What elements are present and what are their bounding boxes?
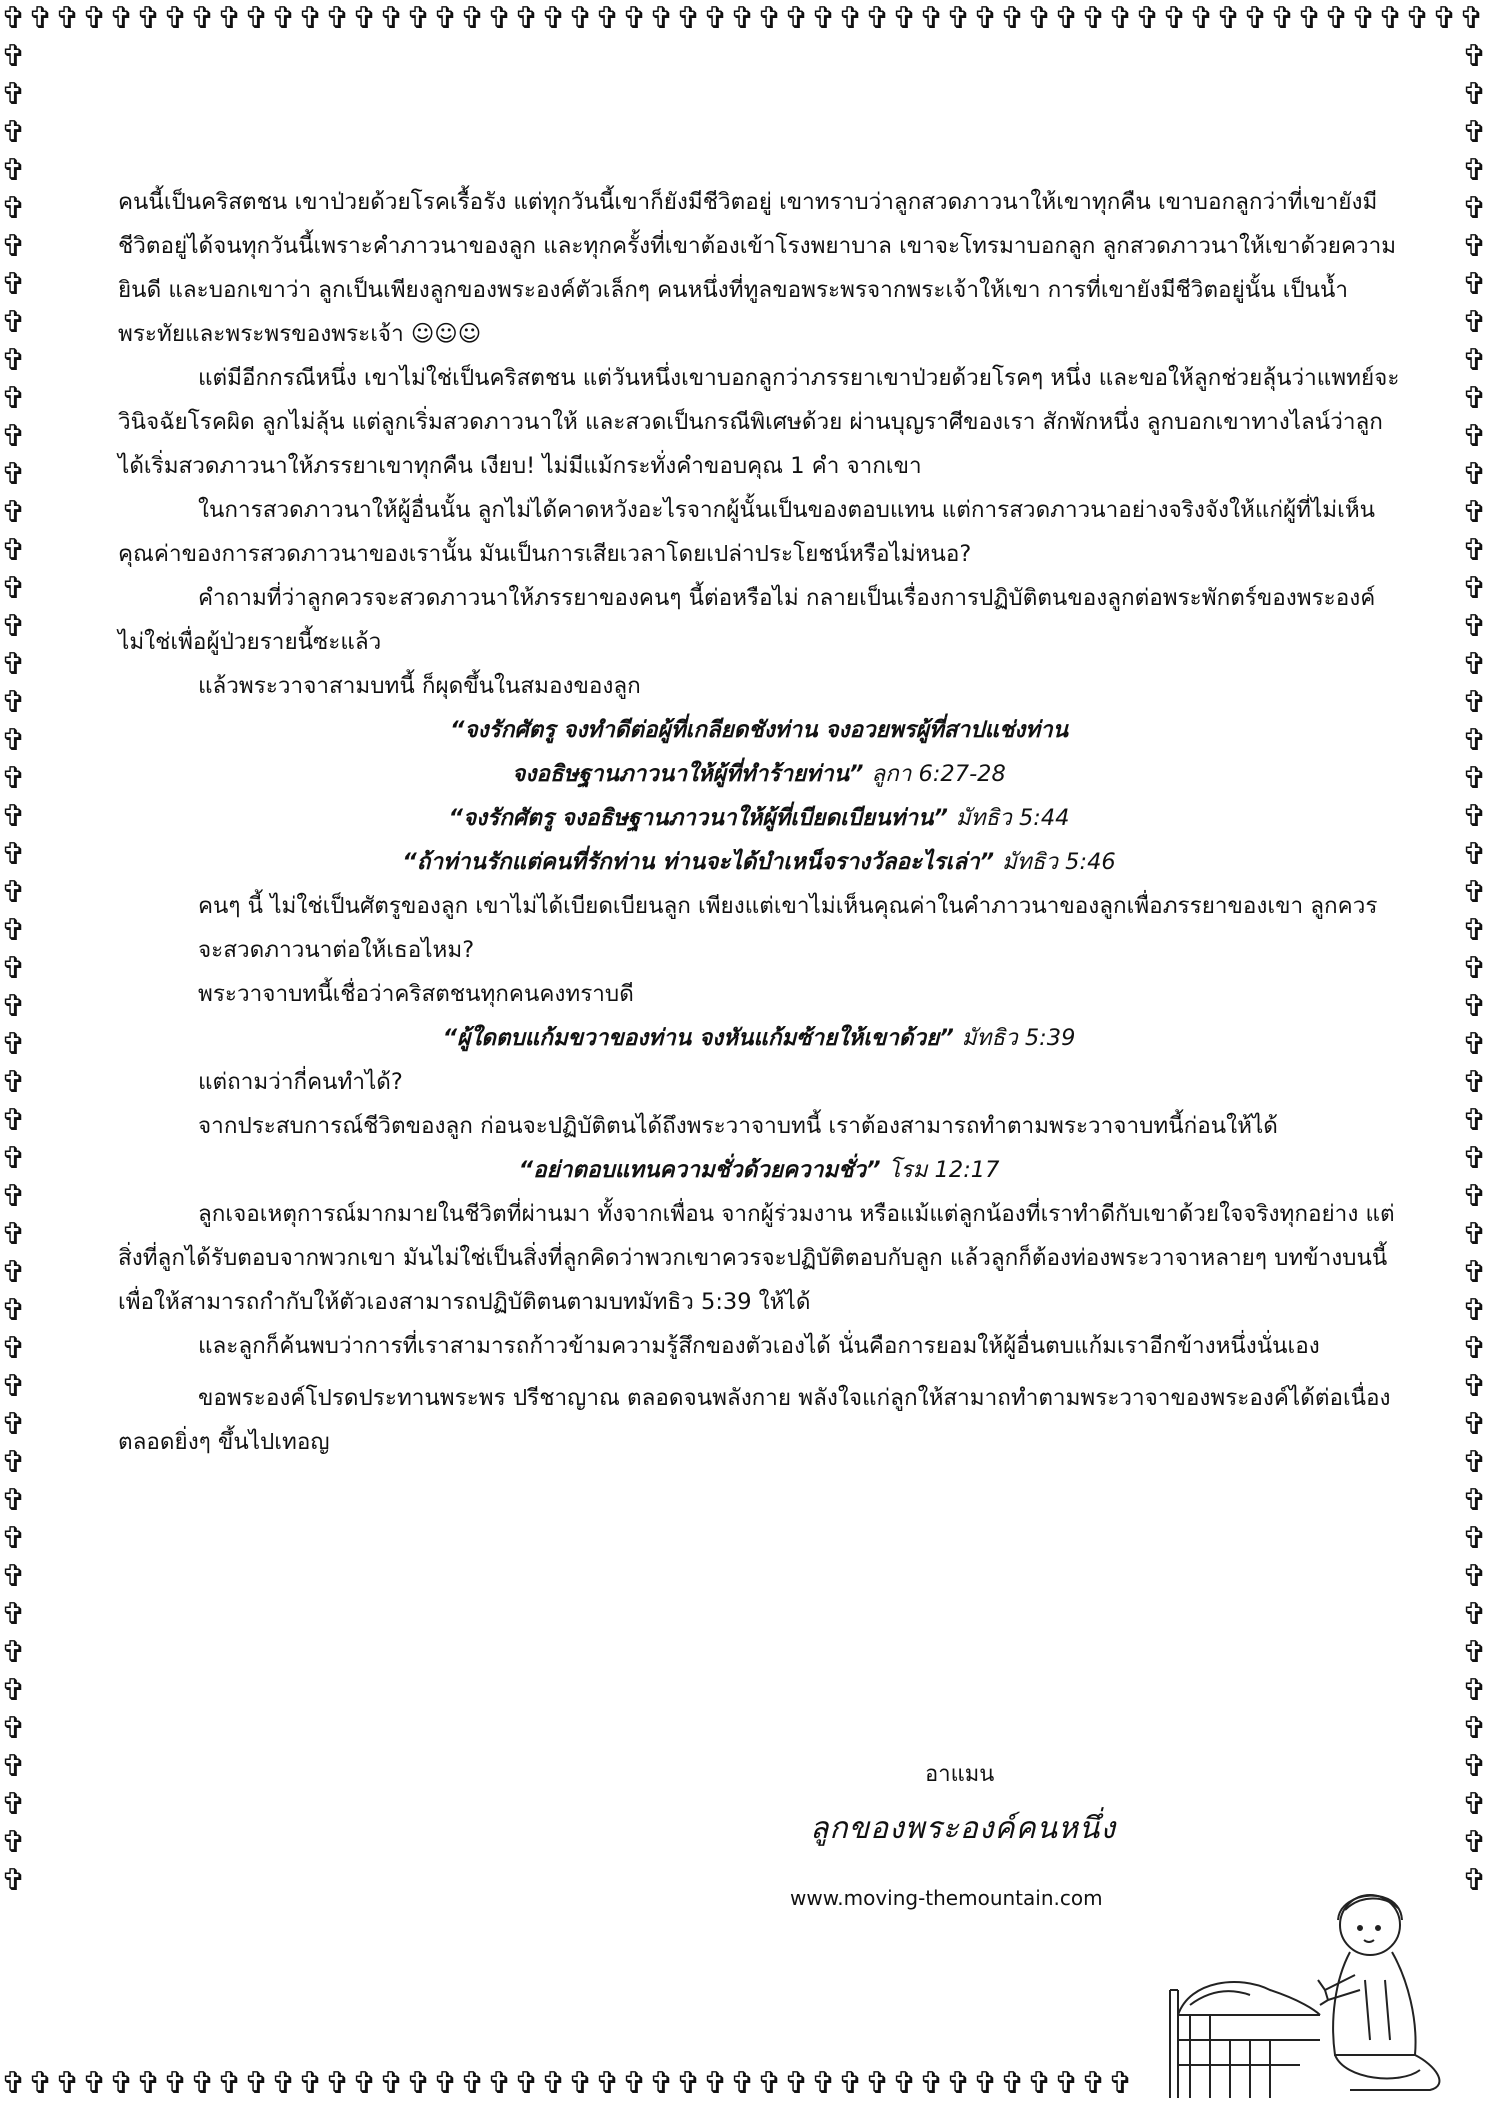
cross-icon: ✞ (54, 2066, 81, 2101)
cross-icon: ✞ (432, 2066, 459, 2101)
cross-icon: ✞ (189, 2066, 216, 2101)
cross-icon: ✞ (0, 1749, 27, 1784)
cross-icon: ✞ (1053, 1, 1080, 36)
cross-icon: ✞ (1461, 115, 1488, 150)
cross-icon: ✞ (27, 1, 54, 36)
cross-icon: ✞ (1296, 1, 1323, 36)
cross-icon: ✞ (1431, 1, 1458, 36)
cross-icon: ✞ (0, 77, 27, 112)
cross-icon: ✞ (756, 2066, 783, 2101)
cross-icon: ✞ (1242, 1, 1269, 36)
cross-icon: ✞ (1461, 495, 1488, 530)
verse-reference: มัทธิว 5:46 (1001, 849, 1116, 875)
cross-icon: ✞ (567, 2066, 594, 2101)
cross-icon: ✞ (0, 1141, 27, 1176)
cross-icon: ✞ (1461, 1407, 1488, 1442)
cross-icon: ✞ (0, 1673, 27, 1708)
cross-icon: ✞ (1461, 229, 1488, 264)
cross-icon: ✞ (351, 2066, 378, 2101)
cross-icon: ✞ (1161, 1, 1188, 36)
cross-icon: ✞ (0, 989, 27, 1024)
paragraph: ลูกเจอเหตุการณ์มากมายในชีวิตที่ผ่านมา ทั้งจากเพื่อน จากผู้ร่วมงาน หรือแม้แต่ลูกน้องที่เราทำดีกับเขาด้วยใจจริงทุกอย่าง แต่สิ่งที่ลูกได้รับตอบจากพวกเขา มันไม่ใช่เป็นสิ่งที่ลูกคิดว่าพวกเขาควรจะปฏิบัติตอบกับลูก แล้วลูกก็ต้องท่องพระวาจาหลายๆ บทข้างบนนี้ เพื่อให้สามารถกำกับให้ตัวเองสามารถปฏิบัติตนตามบทมัทธิว 5:39 ให้ได้ (118, 1201, 1395, 1315)
letter-body (118, 180, 1400, 1464)
cross-icon: ✞ (810, 2066, 837, 2101)
verse-text: “อย่าตอบแทนความชั่วด้วยความชั่ว” (518, 1157, 881, 1183)
website-url: www.moving-themountain.com (790, 1886, 1103, 1910)
cross-icon: ✞ (0, 875, 27, 910)
cross-icon: ✞ (1215, 1, 1242, 36)
cross-icon: ✞ (1461, 1825, 1488, 1860)
paragraph: พระวาจาบทนี้เชื่อว่าคริสตชนทุกคนคงทราบดี (198, 981, 634, 1007)
border-bottom (0, 2065, 1134, 2103)
cross-icon: ✞ (1461, 419, 1488, 454)
cross-icon: ✞ (648, 1, 675, 36)
cross-icon: ✞ (783, 2066, 810, 2101)
cross-icon: ✞ (918, 2066, 945, 2101)
cross-icon: ✞ (1026, 1, 1053, 36)
cross-icon: ✞ (1461, 1635, 1488, 1670)
cross-icon: ✞ (1461, 837, 1488, 872)
cross-icon: ✞ (0, 191, 27, 226)
cross-icon: ✞ (0, 913, 27, 948)
cross-icon: ✞ (270, 1, 297, 36)
cross-icon: ✞ (0, 951, 27, 986)
cross-icon: ✞ (1461, 1179, 1488, 1214)
cross-icon: ✞ (405, 2066, 432, 2101)
amen-text: อาแมน (925, 1762, 995, 1787)
cross-icon: ✞ (189, 1, 216, 36)
cross-icon: ✞ (1461, 571, 1488, 606)
cross-icon: ✞ (1461, 989, 1488, 1024)
cross-icon: ✞ (972, 1, 999, 36)
paragraph: คนๆ นี้ ไม่ใช่เป็นศัตรูของลูก เขาไม่ได้เบียดเบียนลูก เพียงแต่เขาไม่เห็นคุณค่าในคำภาวนาของลูกเพื่อภรรยาของเขา ลูกควรจะสวดภาวนาต่อให้เธอไหม? (198, 893, 1378, 963)
cross-icon: ✞ (540, 1, 567, 36)
verse-reference: มัทธิว 5:39 (961, 1025, 1076, 1051)
cross-icon: ✞ (486, 2066, 513, 2101)
cross-icon: ✞ (0, 1255, 27, 1290)
cross-icon: ✞ (1461, 1103, 1488, 1138)
cross-icon: ✞ (0, 381, 27, 416)
cross-icon: ✞ (1461, 1141, 1488, 1176)
cross-icon: ✞ (1461, 1027, 1488, 1062)
cross-icon: ✞ (0, 609, 27, 644)
cross-icon: ✞ (1461, 1787, 1488, 1822)
paragraph: คนนี้เป็นคริสตชน เขาป่วยด้วยโรคเรื้อรัง แต่ทุกวันนี้เขาก็ยังมีชีวิตอยู่ เขาทราบว่าลูกสวดภาวนาให้เขาทุกคืน เขาบอกลูกว่าที่เขายังมีชีวิตอยู่ได้จนทุกวันนี้เพราะคำภาวนาของลูก และทุกครั้งที่เขาต้องเข้าโรงพยาบาล เขาจะโทรมาบอกลูก ลูกสวดภาวนาให้เขาด้วยความยินดี และบอกเขาว่า ลูกเป็นเพียงลูกของพระองค์ตัวเล็กๆ คนหนึ่งที่ทูลขอพระพรจากพระเจ้าให้เขา การที่เขายังมีชีวิตอยู่นั้น เป็นน้ำพระทัยและพระพรของพระเจ้า ☺☺☺ (118, 189, 1397, 347)
verse-text: “ถ้าท่านรักแต่คนที่รักท่าน ท่านจะได้บำเหน็จรางวัลอะไรเล่า” (402, 849, 995, 875)
verse-reference: ลูกา 6:27-28 (871, 761, 1006, 787)
scripture-quote (118, 752, 1400, 796)
cross-icon: ✞ (0, 1, 27, 36)
cross-icon: ✞ (0, 1559, 27, 1594)
cross-icon: ✞ (972, 2066, 999, 2101)
cross-icon: ✞ (0, 267, 27, 302)
cross-icon: ✞ (1461, 39, 1488, 74)
cross-icon: ✞ (945, 2066, 972, 2101)
cross-icon: ✞ (0, 685, 27, 720)
cross-icon: ✞ (756, 1, 783, 36)
cross-icon: ✞ (1461, 761, 1488, 796)
cross-icon: ✞ (0, 457, 27, 492)
cross-icon: ✞ (0, 761, 27, 796)
cross-icon: ✞ (891, 2066, 918, 2101)
cross-icon: ✞ (1404, 1, 1431, 36)
cross-icon: ✞ (0, 419, 27, 454)
cross-icon: ✞ (1461, 609, 1488, 644)
cross-icon: ✞ (702, 1, 729, 36)
cross-icon: ✞ (378, 1, 405, 36)
verse-reference: มัทธิว 5:44 (955, 805, 1070, 831)
cross-icon: ✞ (0, 837, 27, 872)
cross-icon: ✞ (0, 571, 27, 606)
cross-icon: ✞ (0, 229, 27, 264)
cross-icon: ✞ (1461, 1559, 1488, 1594)
paragraph: ขอพระองค์โปรดประทานพระพร ปรีชาญาณ ตลอดจนพลังกาย พลังใจแก่ลูกให้สามาถทำตามพระวาจาของพระองค์ได้ต่อเนื่องตลอดยิ่งๆ ขึ้นไปเทอญ (118, 1385, 1391, 1455)
cross-icon: ✞ (1461, 305, 1488, 340)
cross-icon: ✞ (81, 2066, 108, 2101)
cross-icon: ✞ (27, 2066, 54, 2101)
border-right (1461, 38, 1488, 1900)
cross-icon: ✞ (135, 2066, 162, 2101)
cross-icon: ✞ (0, 1863, 27, 1898)
paragraph: และลูกก็ค้นพบว่าการที่เราสามารถก้าวข้ามความรู้สึกของตัวเองได้ นั่นคือการยอมให้ผู้อื่นตบแก้มเราอีกข้างหนึ่งนั่นเอง (198, 1333, 1320, 1359)
cross-icon: ✞ (1461, 913, 1488, 948)
cross-icon: ✞ (837, 2066, 864, 2101)
cross-icon: ✞ (54, 1, 81, 36)
cross-icon: ✞ (945, 1, 972, 36)
cross-icon: ✞ (351, 1, 378, 36)
cross-icon: ✞ (1461, 951, 1488, 986)
cross-icon: ✞ (1188, 1, 1215, 36)
cross-icon: ✞ (1461, 1293, 1488, 1328)
cross-icon: ✞ (1461, 1445, 1488, 1480)
cross-icon: ✞ (0, 115, 27, 150)
cross-icon: ✞ (675, 1, 702, 36)
cross-icon: ✞ (0, 1825, 27, 1860)
cross-icon: ✞ (621, 2066, 648, 2101)
cross-icon: ✞ (0, 495, 27, 530)
cross-icon: ✞ (1461, 381, 1488, 416)
cross-icon: ✞ (648, 2066, 675, 2101)
cross-icon: ✞ (1461, 685, 1488, 720)
cross-icon: ✞ (540, 2066, 567, 2101)
cross-icon: ✞ (1107, 1, 1134, 36)
border-top (0, 0, 1485, 38)
cross-icon: ✞ (0, 1787, 27, 1822)
cross-icon: ✞ (0, 343, 27, 378)
cross-icon: ✞ (108, 2066, 135, 2101)
cross-icon: ✞ (1461, 1331, 1488, 1366)
scripture-quote (118, 840, 1400, 884)
cross-icon: ✞ (0, 1065, 27, 1100)
cross-icon: ✞ (1461, 1673, 1488, 1708)
cross-icon: ✞ (0, 305, 27, 340)
cross-icon: ✞ (864, 2066, 891, 2101)
cross-icon: ✞ (459, 2066, 486, 2101)
cross-icon: ✞ (783, 1, 810, 36)
cross-icon: ✞ (135, 1, 162, 36)
cross-icon: ✞ (324, 1, 351, 36)
cross-icon: ✞ (1458, 1, 1485, 36)
cross-icon: ✞ (1461, 1597, 1488, 1632)
cross-icon: ✞ (0, 1597, 27, 1632)
paragraph: จากประสบการณ์ชีวิตของลูก ก่อนจะปฏิบัติตนได้ถึงพระวาจาบทนี้ เราต้องสามารถทำตามพระวาจาบทนี้ก่อนให้ได้ (198, 1113, 1278, 1139)
border-left (0, 38, 27, 1900)
cross-icon: ✞ (810, 1, 837, 36)
praying-child-illustration (1150, 1840, 1480, 2100)
cross-icon: ✞ (1107, 2066, 1134, 2101)
cross-icon: ✞ (621, 1, 648, 36)
cross-icon: ✞ (0, 1483, 27, 1518)
cross-icon: ✞ (324, 2066, 351, 2101)
cross-icon: ✞ (1461, 1483, 1488, 1518)
cross-icon: ✞ (999, 1, 1026, 36)
cross-icon: ✞ (1053, 2066, 1080, 2101)
cross-icon: ✞ (1461, 723, 1488, 758)
cross-icon: ✞ (0, 533, 27, 568)
cross-icon: ✞ (0, 1407, 27, 1442)
cross-icon: ✞ (1461, 1065, 1488, 1100)
cross-icon: ✞ (0, 1179, 27, 1214)
cross-icon: ✞ (297, 1, 324, 36)
cross-icon: ✞ (108, 1, 135, 36)
cross-icon: ✞ (0, 1445, 27, 1480)
cross-icon: ✞ (0, 39, 27, 74)
cross-icon: ✞ (1461, 267, 1488, 302)
cross-icon: ✞ (243, 2066, 270, 2101)
cross-icon: ✞ (1461, 533, 1488, 568)
paragraph: ในการสวดภาวนาให้ผู้อื่นนั้น ลูกไม่ได้คาดหวังอะไรจากผู้นั้นเป็นของตอบแทน แต่การสวดภาวนาอย่างจริงจังให้แก่ผู้ที่ไม่เห็นคุณค่าของการสวดภาวนาของเรานั้น มันเป็นการเสียเวลาโดยเปล่าประโยชน์หรือไม่หนอ? (118, 497, 1376, 567)
cross-icon: ✞ (1461, 457, 1488, 492)
scripture-quote (118, 708, 1400, 752)
cross-icon: ✞ (513, 1, 540, 36)
cross-icon: ✞ (513, 2066, 540, 2101)
cross-icon: ✞ (1461, 1255, 1488, 1290)
cross-icon: ✞ (0, 1217, 27, 1252)
cross-icon: ✞ (1461, 77, 1488, 112)
cross-icon: ✞ (1461, 647, 1488, 682)
paragraph: แต่มีอีกกรณีหนึ่ง เขาไม่ใช่เป็นคริสตชน แต่วันหนึ่งเขาบอกลูกว่าภรรยาเขาป่วยด้วยโรคๆ หนึ่ง และขอให้ลูกช่วยลุ้นว่าแพทย์จะวินิจฉัยโรคผิด ลูกไม่ลุ้น แต่ลูกเริ่มสวดภาวนาให้ และสวดเป็นกรณีพิเศษด้วย ผ่านบุญราศีของเรา สักพักหนึ่ง ลูกบอกเขาทางไลน์ว่าลูกได้เริ่มสวดภาวนาให้ภรรยาเขาทุกคืน เงียบ! ไม่มีแม้กระทั่งคำขอบคุณ 1 คำ จากเขา (118, 365, 1400, 479)
cross-icon: ✞ (81, 1, 108, 36)
cross-icon: ✞ (0, 1521, 27, 1556)
cross-icon: ✞ (0, 1331, 27, 1366)
verse-reference: โรม 12:17 (888, 1157, 1000, 1183)
cross-icon: ✞ (594, 2066, 621, 2101)
paragraph: แล้วพระวาจาสามบทนี้ ก็ผุดขึ้นในสมองของลูก (198, 673, 641, 699)
cross-icon: ✞ (405, 1, 432, 36)
cross-icon: ✞ (1461, 153, 1488, 188)
cross-icon: ✞ (162, 1, 189, 36)
scripture-quote (118, 796, 1400, 840)
cross-icon: ✞ (1461, 1217, 1488, 1252)
cross-icon: ✞ (1461, 1521, 1488, 1556)
cross-icon: ✞ (1080, 1, 1107, 36)
verse-text: “จงรักศัตรู จงทำดีต่อผู้ที่เกลียดชังท่าน จงอวยพรผู้ที่สาปแช่งท่าน (449, 717, 1069, 743)
cross-icon: ✞ (1461, 1369, 1488, 1404)
cross-icon: ✞ (378, 2066, 405, 2101)
cross-icon: ✞ (0, 723, 27, 758)
cross-icon: ✞ (432, 1, 459, 36)
cross-icon: ✞ (0, 2066, 27, 2101)
cross-icon: ✞ (702, 2066, 729, 2101)
cross-icon: ✞ (0, 799, 27, 834)
cross-icon: ✞ (0, 1103, 27, 1138)
cross-icon: ✞ (1323, 1, 1350, 36)
handwritten-signature: ลูกของพระองค์คนหนึ่ง (810, 1811, 1116, 1846)
cross-icon: ✞ (1269, 1, 1296, 36)
cross-icon: ✞ (918, 1, 945, 36)
cross-icon: ✞ (1134, 1, 1161, 36)
cross-icon: ✞ (1461, 1863, 1488, 1898)
cross-icon: ✞ (243, 1, 270, 36)
cross-icon: ✞ (459, 1, 486, 36)
cross-icon: ✞ (567, 1, 594, 36)
cross-icon: ✞ (891, 1, 918, 36)
cross-icon: ✞ (297, 2066, 324, 2101)
cross-icon: ✞ (0, 1635, 27, 1670)
cross-icon: ✞ (270, 2066, 297, 2101)
verse-text: “จงรักศัตรู จงอธิษฐานภาวนาให้ผู้ที่เบียดเบียนท่าน” (448, 805, 948, 831)
cross-icon: ✞ (0, 647, 27, 682)
cross-icon: ✞ (0, 1293, 27, 1328)
cross-icon: ✞ (729, 2066, 756, 2101)
cross-icon: ✞ (999, 2066, 1026, 2101)
cross-icon: ✞ (216, 2066, 243, 2101)
cross-icon: ✞ (1377, 1, 1404, 36)
cross-icon: ✞ (0, 1369, 27, 1404)
cross-icon: ✞ (1461, 191, 1488, 226)
cross-icon: ✞ (1461, 799, 1488, 834)
cross-icon: ✞ (0, 1027, 27, 1062)
cross-icon: ✞ (594, 1, 621, 36)
cross-icon: ✞ (675, 2066, 702, 2101)
cross-icon: ✞ (1461, 1749, 1488, 1784)
cross-icon: ✞ (1461, 875, 1488, 910)
cross-icon: ✞ (486, 1, 513, 36)
cross-icon: ✞ (162, 2066, 189, 2101)
cross-icon: ✞ (837, 1, 864, 36)
cross-icon: ✞ (1026, 2066, 1053, 2101)
cross-icon: ✞ (864, 1, 891, 36)
paragraph: แต่ถามว่ากี่คนทำได้? (198, 1069, 403, 1095)
scripture-quote (118, 1148, 1400, 1192)
cross-icon: ✞ (216, 1, 243, 36)
cross-icon: ✞ (1080, 2066, 1107, 2101)
cross-icon: ✞ (0, 153, 27, 188)
verse-text: “ผู้ใดตบแก้มขวาของท่าน จงหันแก้มซ้ายให้เขาด้วย” (442, 1025, 954, 1051)
cross-icon: ✞ (729, 1, 756, 36)
cross-icon: ✞ (1461, 1711, 1488, 1746)
scripture-quote (118, 1016, 1400, 1060)
cross-icon: ✞ (0, 1711, 27, 1746)
verse-text: จงอธิษฐานภาวนาให้ผู้ที่ทำร้ายท่าน” (512, 761, 864, 787)
cross-icon: ✞ (1350, 1, 1377, 36)
cross-icon: ✞ (1461, 343, 1488, 378)
paragraph: คำถามที่ว่าลูกควรจะสวดภาวนาให้ภรรยาของคนๆ นี้ต่อหรือไม่ กลายเป็นเรื่องการปฏิบัติตนของลูกต่อพระพักตร์ของพระองค์ ไม่ใช่เพื่อผู้ป่วยรายนี้ซะแล้ว (118, 585, 1376, 655)
